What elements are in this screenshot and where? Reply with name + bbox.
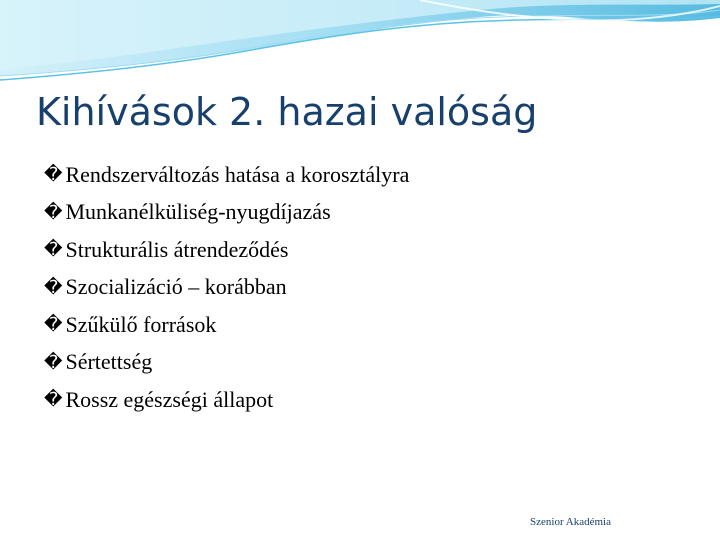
bullet-marker-icon: � [44, 239, 63, 261]
list-item [44, 194, 409, 232]
bullet-text: Rossz egészségi állapot [65, 386, 274, 412]
bullet-text: Szocializáció – korábban [65, 274, 287, 300]
bullet-text: Strukturális átrendeződés [65, 236, 289, 262]
list-item [44, 269, 409, 307]
bullet-text: Sértettség [65, 349, 153, 375]
bullet-text: Rendszerváltozás hatása a korosztályra [65, 161, 410, 187]
bullet-marker-icon: � [44, 164, 63, 186]
bullet-text: Munkanélküliség-nyugdíjazás [65, 199, 331, 225]
list-item [44, 156, 409, 194]
bullet-marker-icon: � [44, 201, 63, 223]
slide-title: Kihívások 2. hazai valóság [36, 90, 538, 134]
bullet-text: Szűkülő források [65, 311, 217, 337]
list-item [44, 381, 409, 419]
list-item [44, 344, 409, 382]
list-item [44, 306, 409, 344]
bullet-marker-icon: � [44, 389, 63, 411]
bullet-marker-icon: � [44, 314, 63, 336]
bullet-list [44, 156, 409, 419]
header-wave-decoration [0, 0, 720, 90]
bullet-marker-icon: � [44, 351, 63, 373]
bullet-marker-icon: � [44, 276, 63, 298]
footer-text: Szenior Akadémia [530, 516, 611, 528]
list-item [44, 231, 409, 269]
